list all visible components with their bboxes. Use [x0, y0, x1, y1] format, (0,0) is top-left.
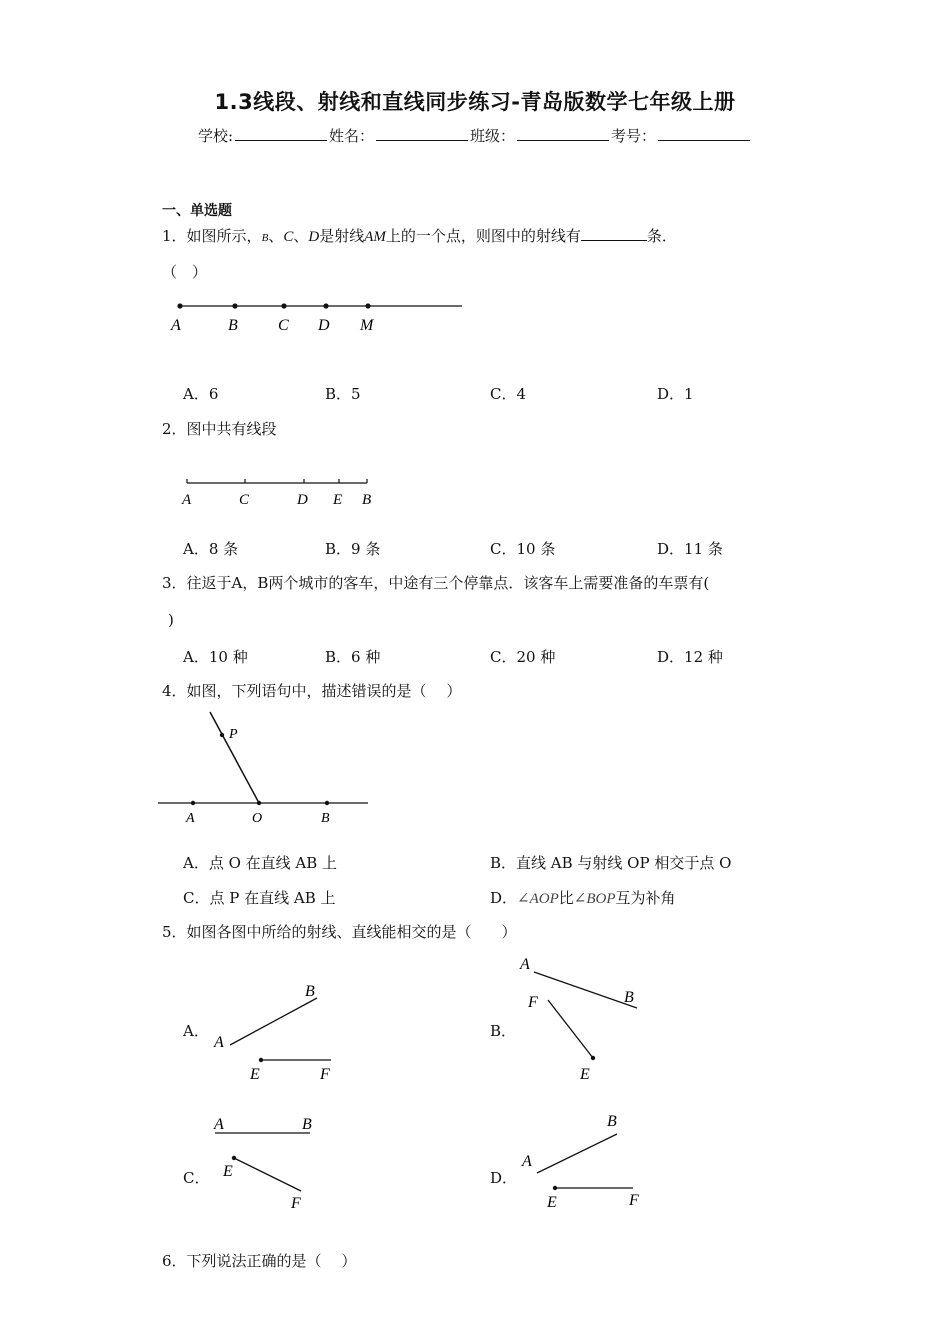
question-5: 5．如图各图中所给的射线、直线能相交的是（ ）: [162, 923, 517, 941]
point-label: D: [297, 492, 308, 508]
option-b[interactable]: B．6 种: [325, 648, 381, 666]
question-text: 条．: [646, 227, 677, 245]
class-blank[interactable]: [517, 126, 609, 141]
point-dot: [177, 303, 182, 308]
name-label: 姓名：: [329, 127, 375, 145]
question-3: 3．往返于A，B两个城市的客车，中途有三个停靠点．该客车上需要准备的车票有(: [162, 574, 710, 592]
option-d[interactable]: D．11 条: [657, 540, 723, 558]
ray-line: [548, 1000, 593, 1058]
option-a[interactable]: A．点 O 在直线 AB 上: [183, 854, 338, 872]
option-d[interactable]: [490, 887, 676, 908]
ray-line: [230, 998, 317, 1045]
point-label: B: [305, 983, 315, 1000]
option-text: 比: [558, 889, 574, 907]
question-text: 上的一个点，则图中的射线有: [385, 227, 581, 245]
question-text: 是射线: [319, 227, 365, 245]
option-a[interactable]: A．8 条: [183, 540, 239, 558]
option-label: D．: [490, 889, 518, 907]
question-4: 4．如图，下列语句中，描述错误的是（ ）: [162, 682, 462, 700]
point-label: E: [333, 492, 343, 508]
point-label: B: [302, 1116, 312, 1133]
option-a[interactable]: A．: [183, 1022, 209, 1040]
option-b[interactable]: B．直线 AB 与射线 OP 相交于点 O: [490, 854, 732, 872]
question-1: [162, 226, 677, 248]
option-c[interactable]: C．: [183, 1169, 210, 1187]
point-dot: [257, 801, 261, 805]
point-label: F: [629, 1192, 639, 1209]
figure-q1: [160, 296, 470, 340]
number-label: 考号：: [611, 127, 657, 145]
option-b[interactable]: B．9 条: [325, 540, 381, 558]
point-label: B: [362, 492, 372, 508]
point-label: A: [520, 956, 530, 973]
ray-line: [234, 1158, 301, 1191]
question-text: 如图所示，: [186, 227, 262, 245]
figure-q5c: [205, 1108, 335, 1214]
point-dot: [323, 303, 328, 308]
option-a[interactable]: A．10 种: [183, 648, 248, 666]
option-a[interactable]: A．6: [183, 385, 219, 403]
question-6: 6．下列说法正确的是（ ）: [162, 1252, 357, 1270]
point-label: F: [320, 1066, 330, 1083]
point-label: E: [580, 1066, 590, 1083]
point-label: E: [223, 1163, 233, 1180]
point-label: M: [360, 317, 374, 334]
class-label: 班级：: [470, 127, 516, 145]
number-blank[interactable]: [658, 126, 750, 141]
option-c[interactable]: C．20 种: [490, 648, 556, 666]
point-label: F: [291, 1195, 301, 1212]
student-info-line: [0, 125, 950, 146]
point-label: F: [528, 994, 538, 1011]
line-ab: [537, 1134, 617, 1173]
point-label: B: [321, 811, 330, 826]
point-dot: [325, 801, 329, 805]
point-dot: [232, 1156, 236, 1160]
figure-q5a: [205, 975, 355, 1085]
answer-blank[interactable]: [581, 226, 647, 241]
point-label: A: [214, 1116, 224, 1133]
option-c[interactable]: C．10 条: [490, 540, 556, 558]
point-dot: [232, 303, 237, 308]
math-expr: ∠AOP: [517, 891, 559, 907]
point-dot: [281, 303, 286, 308]
figure-q2: [175, 474, 385, 510]
name-blank[interactable]: [376, 126, 468, 141]
answer-paren: （ ）: [162, 263, 208, 281]
point-dot: [191, 801, 195, 805]
point-label: P: [229, 727, 238, 742]
math-var: D: [308, 229, 320, 245]
point-label: C: [278, 317, 289, 334]
point-label: A: [522, 1153, 532, 1170]
math-var: C: [283, 229, 294, 245]
point-dot: [259, 1058, 263, 1062]
point-label: E: [547, 1194, 557, 1211]
question-2: 2．图中共有线段: [162, 420, 277, 438]
question-3-close: ): [168, 611, 174, 629]
figure-q5b: [512, 952, 662, 1087]
option-d[interactable]: D．12 种: [657, 648, 723, 666]
question-text: 、: [293, 227, 309, 245]
point-label: B: [228, 317, 238, 334]
school-blank[interactable]: [235, 126, 327, 141]
point-label: A: [214, 1034, 224, 1051]
option-d[interactable]: D．: [490, 1169, 518, 1187]
point-label: E: [250, 1066, 260, 1083]
page-title: 1.3线段、射线和直线同步练习-青岛版数学七年级上册: [214, 90, 736, 114]
point-label: A: [182, 492, 192, 508]
school-label: 学校:: [197, 127, 233, 145]
point-label: A: [186, 811, 195, 826]
point-label: B: [607, 1113, 617, 1130]
option-c[interactable]: C．点 P 在直线 AB 上: [183, 889, 336, 907]
point-label: B: [624, 989, 634, 1006]
option-d[interactable]: D．1: [657, 385, 694, 403]
point-dot: [591, 1056, 595, 1060]
point-label: O: [252, 811, 263, 826]
point-label: A: [171, 317, 181, 334]
figure-q5d: [512, 1106, 662, 1214]
point-dot: [365, 303, 370, 308]
math-expr: ∠BOP: [573, 891, 616, 907]
point-label: D: [318, 317, 330, 334]
option-b[interactable]: B．5: [325, 385, 361, 403]
point-label: C: [239, 492, 250, 508]
ray-op: [210, 712, 259, 803]
math-var: AM: [364, 229, 386, 245]
option-text: 互为补角: [615, 889, 676, 907]
question-number: 1．: [162, 227, 187, 245]
figure-q4: [155, 706, 375, 830]
option-c[interactable]: C．4: [490, 385, 527, 403]
option-b[interactable]: B．: [490, 1022, 517, 1040]
point-dot: [220, 733, 224, 737]
question-text: 、: [268, 227, 284, 245]
section-heading: 一、单选题: [162, 203, 232, 219]
point-dot: [553, 1186, 557, 1190]
math-var: B: [261, 232, 269, 244]
